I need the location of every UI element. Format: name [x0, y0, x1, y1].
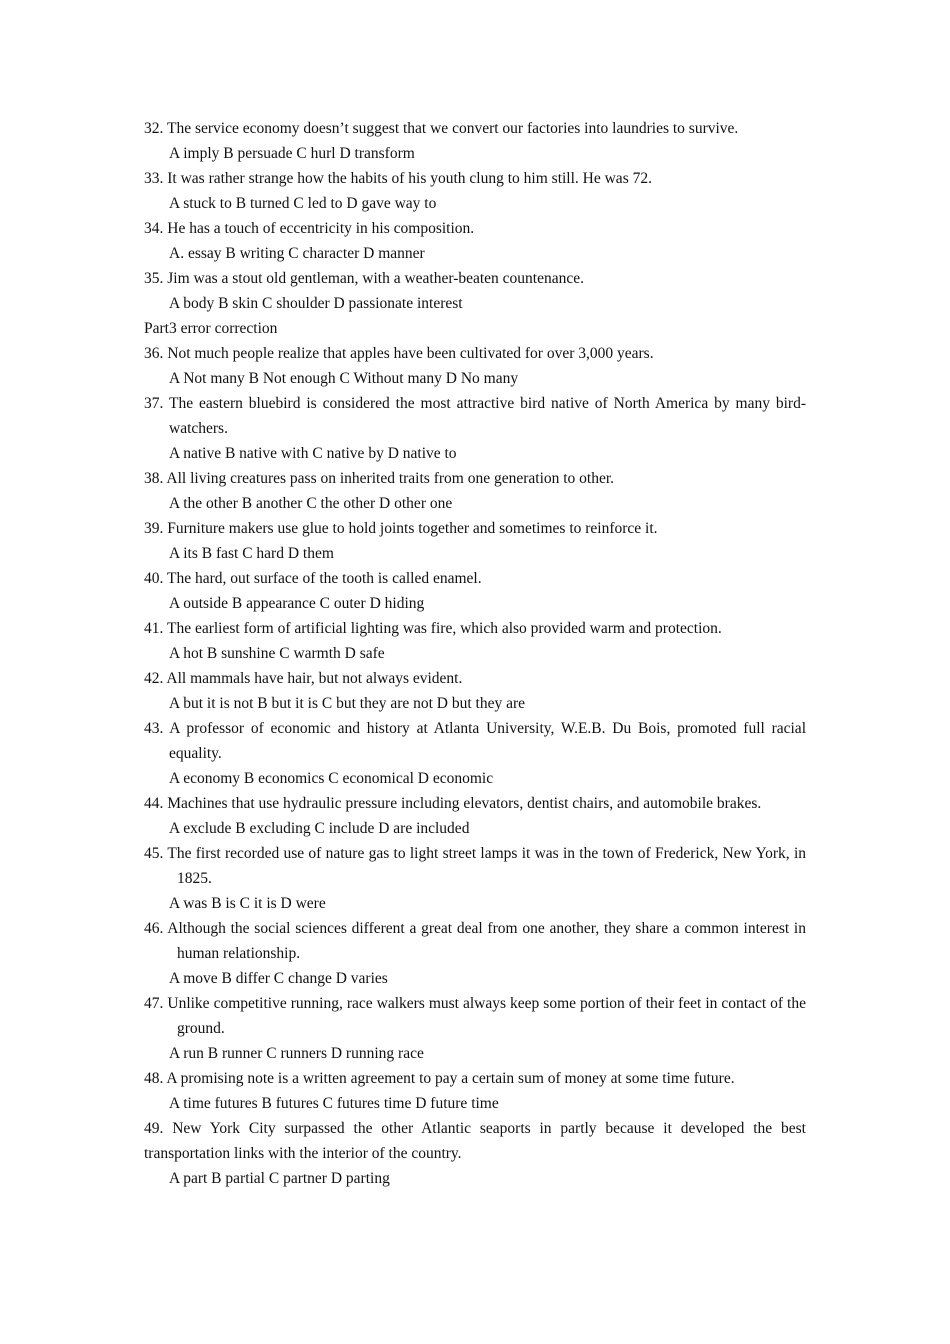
question-41	[144, 616, 806, 666]
question-text: 37. The eastern bluebird is considered the most attractive bird native of North America by many bird-watchers.	[144, 395, 806, 437]
answer-options: A Not many B Not enough C Without many D No many	[169, 370, 519, 387]
question-text: 42. All mammals have hair, but not always evident.	[144, 670, 463, 687]
question-43	[144, 716, 806, 791]
question-text: 32. The service economy doesn’t suggest that we convert our factories into laundries to survive.	[144, 120, 739, 137]
question-48	[144, 1066, 806, 1116]
answer-options: A hot B sunshine C warmth D safe	[169, 645, 385, 662]
answer-options: A native B native with C native by D native to	[169, 445, 457, 462]
question-text: 34. He has a touch of eccentricity in his composition.	[144, 220, 475, 237]
question-49	[144, 1116, 806, 1191]
answer-options: A was B is C it is D were	[169, 895, 326, 912]
question-38	[144, 466, 806, 516]
answer-options: A exclude B excluding C include D are included	[169, 820, 470, 837]
question-text: 48. A promising note is a written agreement to pay a certain sum of money at some time future.	[144, 1070, 735, 1087]
answer-options: A imply B persuade C hurl D transform	[169, 145, 415, 162]
question-33	[144, 166, 806, 216]
question-text: 41. The earliest form of artificial lighting was fire, which also provided warm and protection.	[144, 620, 722, 637]
answer-options: A body B skin C shoulder D passionate interest	[169, 295, 463, 312]
question-text: 46. Although the social sciences different a great deal from one another, they share a common interest in human relationship.	[144, 920, 806, 962]
answer-options: A time futures B futures C futures time D future time	[169, 1095, 499, 1112]
question-text: 43. A professor of economic and history at Atlanta University, W.E.B. Du Bois, promoted full racial equality.	[144, 720, 806, 762]
question-text: 33. It was rather strange how the habits of his youth clung to him still. He was 72.	[144, 170, 652, 187]
question-46	[144, 916, 806, 991]
question-34	[144, 216, 806, 266]
answer-options: A but it is not B but it is C but they are not D but they are	[169, 695, 526, 712]
question-text: 39. Furniture makers use glue to hold joints together and sometimes to reinforce it.	[144, 520, 658, 537]
question-text: 44. Machines that use hydraulic pressure including elevators, dentist chairs, and automobile brakes.	[144, 795, 762, 812]
question-32	[144, 116, 806, 166]
answer-options: A. essay B writing C character D manner	[169, 245, 425, 262]
question-36	[144, 341, 806, 391]
document-page	[144, 116, 806, 1191]
answer-options: A move B differ C change D varies	[169, 970, 388, 987]
question-39	[144, 516, 806, 566]
section-heading: Part3 error correction	[144, 320, 278, 337]
question-text: 36. Not much people realize that apples have been cultivated for over 3,000 years.	[144, 345, 654, 362]
question-47	[144, 991, 806, 1066]
question-37	[144, 391, 806, 466]
question-44	[144, 791, 806, 841]
question-text: 40. The hard, out surface of the tooth is called enamel.	[144, 570, 482, 587]
answer-options: A run B runner C runners D running race	[169, 1045, 424, 1062]
answer-options: A economy B economics C economical D economic	[169, 770, 494, 787]
answer-options: A part B partial C partner D parting	[169, 1170, 390, 1187]
question-text: 38. All living creatures pass on inherited traits from one generation to other.	[144, 470, 615, 487]
question-text: 47. Unlike competitive running, race walkers must always keep some portion of their feet in contact of the ground.	[144, 995, 806, 1037]
question-45	[144, 841, 806, 916]
question-text: 35. Jim was a stout old gentleman, with a weather-beaten countenance.	[144, 270, 585, 287]
question-42	[144, 666, 806, 716]
answer-options: A outside B appearance C outer D hiding	[169, 595, 425, 612]
question-35	[144, 266, 806, 316]
question-text: 49. New York City surpassed the other Atlantic seaports in partly because it developed the best transportation links with the interior of the country.	[144, 1120, 806, 1162]
question-40	[144, 566, 806, 616]
answer-options: A stuck to B turned C led to D gave way to	[169, 195, 437, 212]
answer-options: A its B fast C hard D them	[169, 545, 334, 562]
answer-options: A the other B another C the other D other one	[169, 495, 453, 512]
question-text: 45. The first recorded use of nature gas to light street lamps it was in the town of Frederick, New York, in 1825.	[144, 845, 806, 887]
